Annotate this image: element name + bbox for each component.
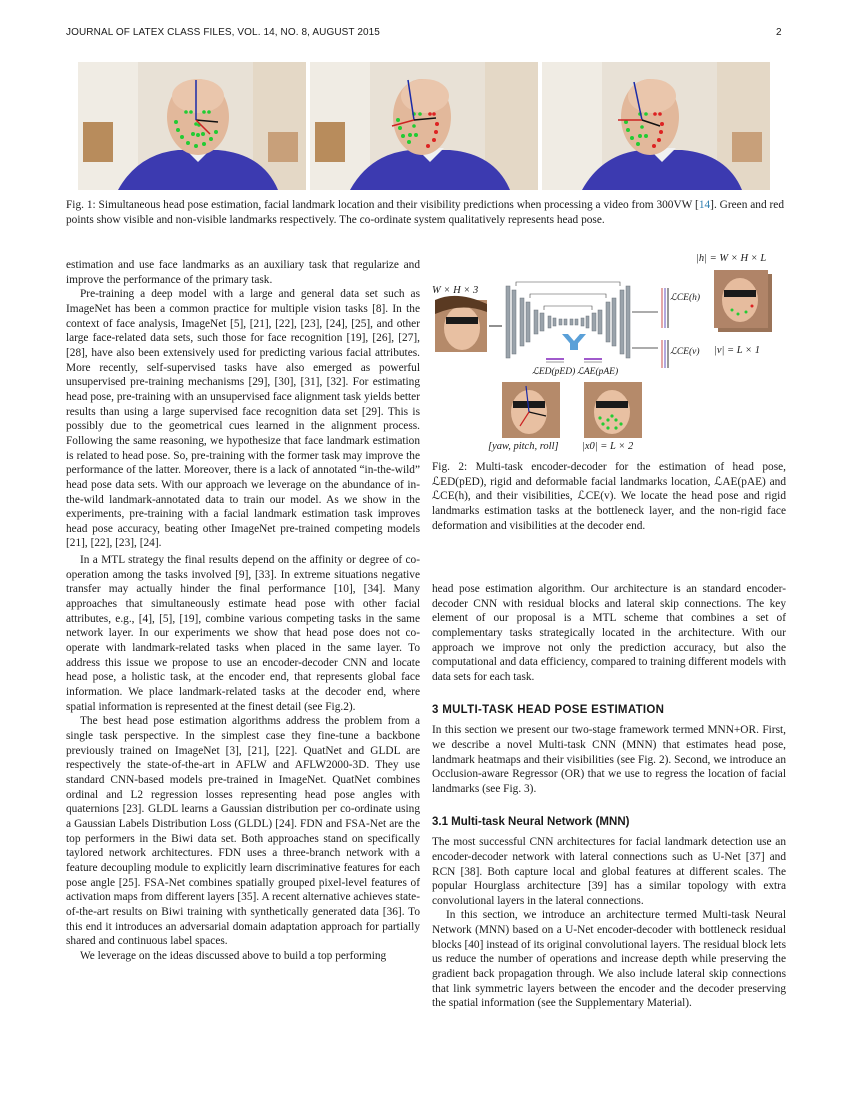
fig1-frame-1 <box>78 62 306 190</box>
fig2-diagram <box>432 252 786 457</box>
left-para-5: We leverage on the ideas discussed above to build a top performing <box>80 949 387 962</box>
left-para-1: estimation and use face landmarks as an auxiliary task that regularize and improve the performance of the primary task. <box>66 259 420 286</box>
right-column <box>432 582 786 1011</box>
fig1-frame-2 <box>310 62 538 190</box>
section-3-1-heading: 3.1 Multi-task Neural Network (MNN) <box>432 815 630 828</box>
fig2-label-input: W × H × 3 <box>432 285 479 296</box>
fig2-label-x0: |x0| = L × 2 <box>582 441 634 452</box>
right-para-2: In this section we present our two-stage framework termed MNN+OR. First, we describe a novel Multi-task CNN (MNN) that estimates head pose, landmark heatmaps and their visibilities (see Fig. 2). Second, we introduce an Occlusion-aware Regressor (OR) that we use to regress the location of facial landmarks (see Fig. 3). <box>432 724 786 795</box>
fig2-label-ch: ℒCE(h) <box>670 293 701 303</box>
left-para-3: In a MTL strategy the final results depend on the affinity or degree of co-operation among the tasks involved [9], [33]. In extreme situations negative transfer may actually hinder the final performance [10], [34]. Many approaches that simultaneously estimate head pose with other facial attributes, e.g., [4], [5], [19], combine various competing tasks in the same network layer. In our experiments we show that head pose does not co-operate with landmark-related tasks when placed in the same layer. To address this issue we propose to use an encoder-decoder CNN and locate head pose, a holistic task, at the encoder end, that represents global face information. We place landmark-related tasks at the decoder end, where spatial information is represented at the finest detail (see Fig.2). <box>66 554 420 713</box>
right-para-3: The most successful CNN architectures for facial landmark detection use an encoder-decoder network with lateral connections such as U-Net [37] and RCN [38]. Both capture local and global features at different scales. The popular Hourglass architecture [39] has a similar topology with extra convolutional layers in the lateral connections. <box>432 836 786 907</box>
fig2-label-lae: ℒAE(pAE) <box>577 367 619 377</box>
left-para-4: The best head pose estimation algorithms address the problem from a single task perspective. In the simplest case they fine-tune a backbone previously trained on ImageNet [3], [21], [22]. QuatNet and GLDL are respectively the state-of-the-art in AFLW and AFLW2000-3D. They use standard CNN-based models pre-trained in ImageNet. QuatNet combines ordinal and L2 regression losses representing head pose angles with quaternions [23]. GLDL learns a Gaussian distribution per co-ordinate using a Gaussian Labels Distribution Loss (GLDL) [24]. FDN and FSA-Net are the top performers in the Biwi data set. Both approaches stand on specifically taylored network architectures. FDN uses a three-branch network with a feature decoupling module to explicitly learn discriminative features for each pose angle [25]. FSA-Net combines spatially grouped pixel-level features of activation maps from different layers [35]. A recent alternative achieves state-of-the-art results on Biwi training with synthetically generated data [36]. To this end it introduces an adversarial domain adaptation approach for partially shared and continuous label spaces. <box>66 715 420 948</box>
left-column <box>66 258 420 964</box>
fig2-label-v: |v| = L × 1 <box>714 345 761 356</box>
right-para-4: In this section, we introduce an architecture termed Multi-task Neural Network (MNN) based on a U-Net encoder-decoder with bottleneck residual blocks [40] instead of its original convolutional layers. The residual block lets us reduce the number of operations and increase depth while preserving the gradient back propagation through. We also include lateral skip connections that link symmetric layers between the encoder and the decoder preserving the spatial information (see the Supplementary Material). <box>432 909 786 1010</box>
fig1-caption: Fig. 1: Simultaneous head pose estimation, facial landmark location and their visibility predictions when processing a video from 300VW [14]. Green and red points show visible and non-visible landmarks respectively. The co-ordinate system qualitatively represents head pose. <box>66 199 784 226</box>
fig1-frame-3 <box>542 62 770 190</box>
left-para-2: Pre-training a deep model with a large and general data set such as ImageNet has been a common practice for multiple vision tasks [8]. In the context of face analysis, ImageNet [5], [21], [22], [23], [24], [25], and other large face-related data sets, such those for face recognition [19], [26], [27], [28], have also been extensively used for predicting various facial attributes. More recently, self-supervised tasks have also emerged as powerful unsupervised pre-training mechanisms [29], [30], [31], [32]. For estimating head pose, pre-training with an unsupervised face alignment task yields better results than using a large supervised face recognition data set [29]. This is possibly due to the geometrical cues learned in the alignment process. Following the same reasoning, we hypothesize that face landmark estimation is related to head pose. So, pre-training with the former task may improve the performance of the latter. Moreover, there is a lack of annotated “in-the-wild” head pose data sets. With our approach we leverage on the abundance of in-the-wild landmark-annotated data to train our model. As we show in the experiments, pre-training with a facial landmark estimation task improves head pose accuracy, beating other ImageNet pre-trained competing models [21], [22], [23], [24]. <box>66 288 420 550</box>
page-number: 2 <box>776 27 782 38</box>
fig2-label-h: |h| = W × H × L <box>696 253 767 264</box>
section-3-heading: 3 MULTI-TASK HEAD POSE ESTIMATION <box>432 703 665 716</box>
fig2-label-pose: [yaw, pitch, roll] <box>488 441 559 452</box>
fig2-caption: Fig. 2: Multi-task encoder-decoder for the estimation of head pose, ℒED(pED), rigid and deformable facial landmarks location, ℒAE(pAE) and ℒCE(h), and their visibilities, ℒCE(v). We locate the head pose and rigid landmarks estimation tasks at the bottleneck layer, and the non-rigid face deformation and visibilities at the decoder end. <box>432 461 786 532</box>
right-para-1: head pose estimation algorithm. Our architecture is an standard encoder-decoder CNN with residual blocks and lateral skip connections. The key element of our proposal is a MTL scheme that combines a set of complementary tasks strategically located in the architecture. With our approach we improve not only the prediction accuracy, but also the computational and data efficiency, compared to training different models with data sets for each task. <box>432 583 786 683</box>
fig2-label-cv: ℒCE(v) <box>670 347 700 357</box>
fig2-label-led: ℒED(pED) <box>532 367 576 377</box>
running-header: JOURNAL OF LATEX CLASS FILES, VOL. 14, NO. 8, AUGUST 2015 <box>66 27 380 38</box>
